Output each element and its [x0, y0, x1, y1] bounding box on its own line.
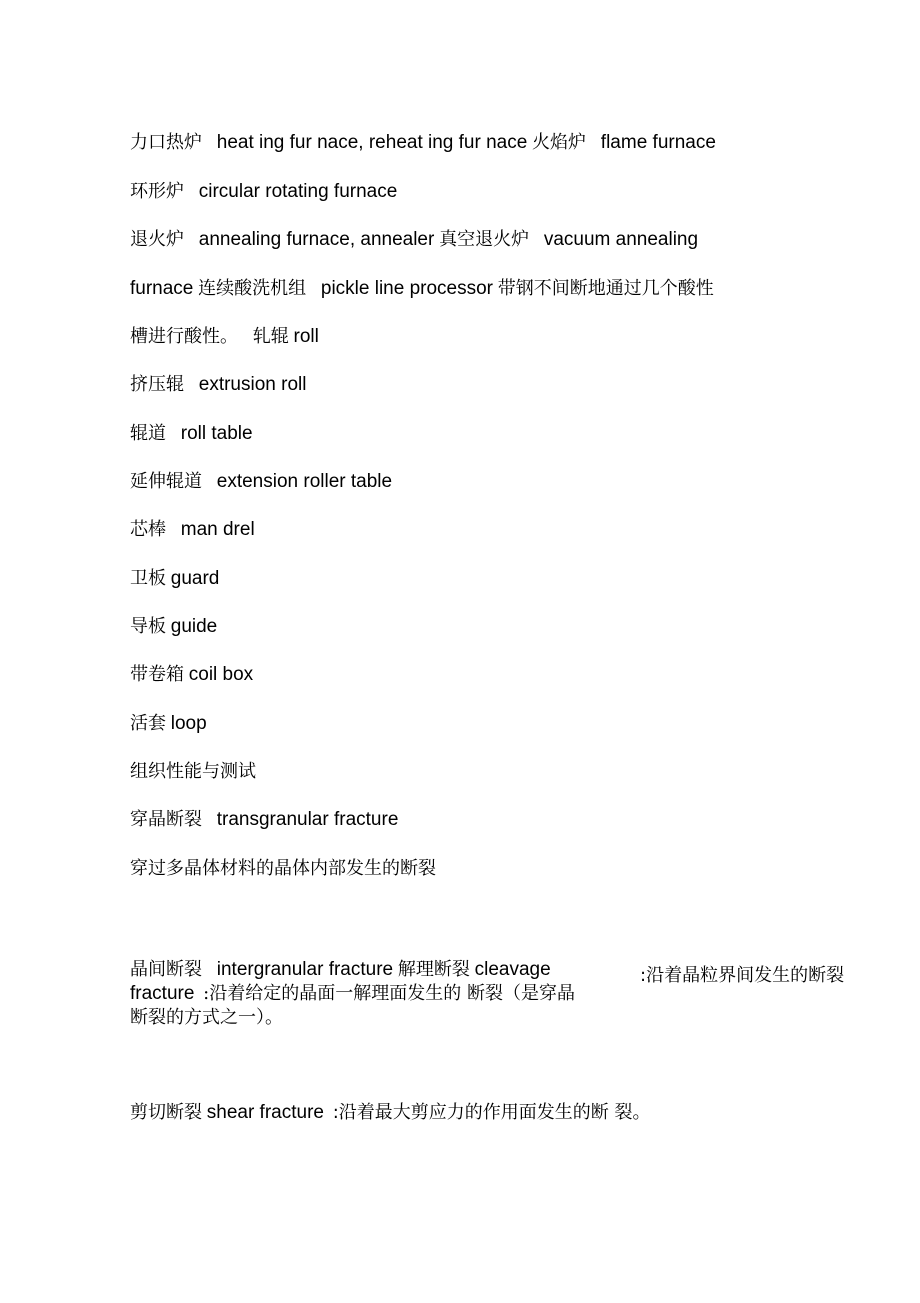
- term-en: roll table: [180, 423, 253, 444]
- term-en: extrusion roll: [198, 374, 307, 395]
- term-cn: 连续酸洗机组: [198, 278, 307, 299]
- term-en: guide: [170, 616, 218, 637]
- term-en: pickle line processor: [320, 278, 494, 299]
- definition-text: 穿过多晶体材料的晶体内部发生的断裂: [130, 858, 436, 879]
- term-en: man drel: [180, 519, 255, 540]
- term-line-guide: [130, 615, 217, 639]
- term-en: shear fracture: [206, 1102, 324, 1123]
- term-line-pickle-line: [130, 277, 714, 301]
- term-cn: 辊道: [130, 423, 166, 444]
- term-cn: 火焰炉: [532, 132, 587, 153]
- block-line: [130, 1006, 620, 1030]
- term-cn: 环形炉: [130, 181, 184, 202]
- term-line-shear-fracture: [130, 1101, 651, 1125]
- term-line-roll: [130, 325, 319, 349]
- term-en: cleavage: [474, 959, 551, 980]
- term-en: loop: [170, 713, 207, 734]
- term-en: annealing furnace, annealer: [198, 229, 435, 250]
- term-en: fracture: [130, 983, 195, 1004]
- block-line: [130, 982, 620, 1006]
- term-cn: 挤压辊: [130, 374, 184, 395]
- term-line-extension-roller-table: [130, 470, 392, 494]
- term-en: vacuum annealing: [543, 229, 699, 250]
- term-cn: 力口热炉: [130, 132, 202, 153]
- term-line-rotating-furnace: [130, 180, 397, 204]
- term-en: circular rotating furnace: [198, 181, 398, 202]
- term-cn: 带卷箱: [130, 664, 184, 685]
- definition-text: :沿着最大剪应力的作用面发生的断 裂。: [332, 1102, 651, 1123]
- term-en: extension roller table: [216, 471, 393, 492]
- term-cn: 晶间断裂: [130, 959, 202, 980]
- term-cn: 槽进行酸性。: [130, 326, 238, 347]
- definition-transgranular: [130, 857, 436, 881]
- term-line-guard: [130, 567, 219, 591]
- term-en: flame furnace: [600, 132, 716, 153]
- term-block-intergranular-cleavage: [130, 958, 620, 1030]
- term-line-extrusion-roll: [130, 373, 306, 397]
- term-en: heat ing fur nace, reheat ing fur nace: [216, 132, 528, 153]
- term-cn: 卫板: [130, 568, 166, 589]
- definition-text: :沿着给定的晶面一解理面发生的 断裂（是穿晶: [203, 983, 575, 1004]
- term-en: intergranular fracture: [216, 959, 394, 980]
- term-line-loop: [130, 712, 207, 736]
- term-cn: 延伸辊道: [130, 471, 202, 492]
- term-en: guard: [170, 568, 220, 589]
- term-cn: 解理断裂: [397, 959, 470, 980]
- term-line-roll-table: [130, 422, 253, 446]
- term-line-annealing-furnace: [130, 228, 698, 252]
- term-en: transgranular fracture: [216, 809, 399, 830]
- definition-text: 断裂的方式之一）。: [130, 1007, 283, 1028]
- term-cn: 穿晶断裂: [130, 809, 202, 830]
- term-line-mandrel: [130, 518, 255, 542]
- block-line: [130, 958, 620, 982]
- term-cn: 活套: [130, 713, 166, 734]
- term-cn: 轧辊: [252, 326, 289, 347]
- term-en: roll: [293, 326, 319, 347]
- term-cn: 退火炉: [130, 229, 184, 250]
- term-cn: 剪切断裂: [130, 1102, 202, 1123]
- term-line-transgranular-fracture: [130, 808, 398, 832]
- term-cn: 芯棒: [130, 519, 166, 540]
- term-line-coil-box: [130, 663, 253, 687]
- term-en: furnace: [130, 278, 194, 299]
- term-line-heating-furnace: [130, 131, 716, 155]
- term-cn: 导板: [130, 616, 166, 637]
- definition-intergranular-side: :沿着晶粒界间发生的断裂: [640, 965, 845, 986]
- term-cn: 带钢不间断地通过几个酸性: [497, 278, 714, 299]
- section-heading-text: 组织性能与测试: [130, 761, 256, 782]
- section-heading: [130, 760, 256, 784]
- term-cn: 真空退火炉: [439, 229, 530, 250]
- term-en: coil box: [188, 664, 254, 685]
